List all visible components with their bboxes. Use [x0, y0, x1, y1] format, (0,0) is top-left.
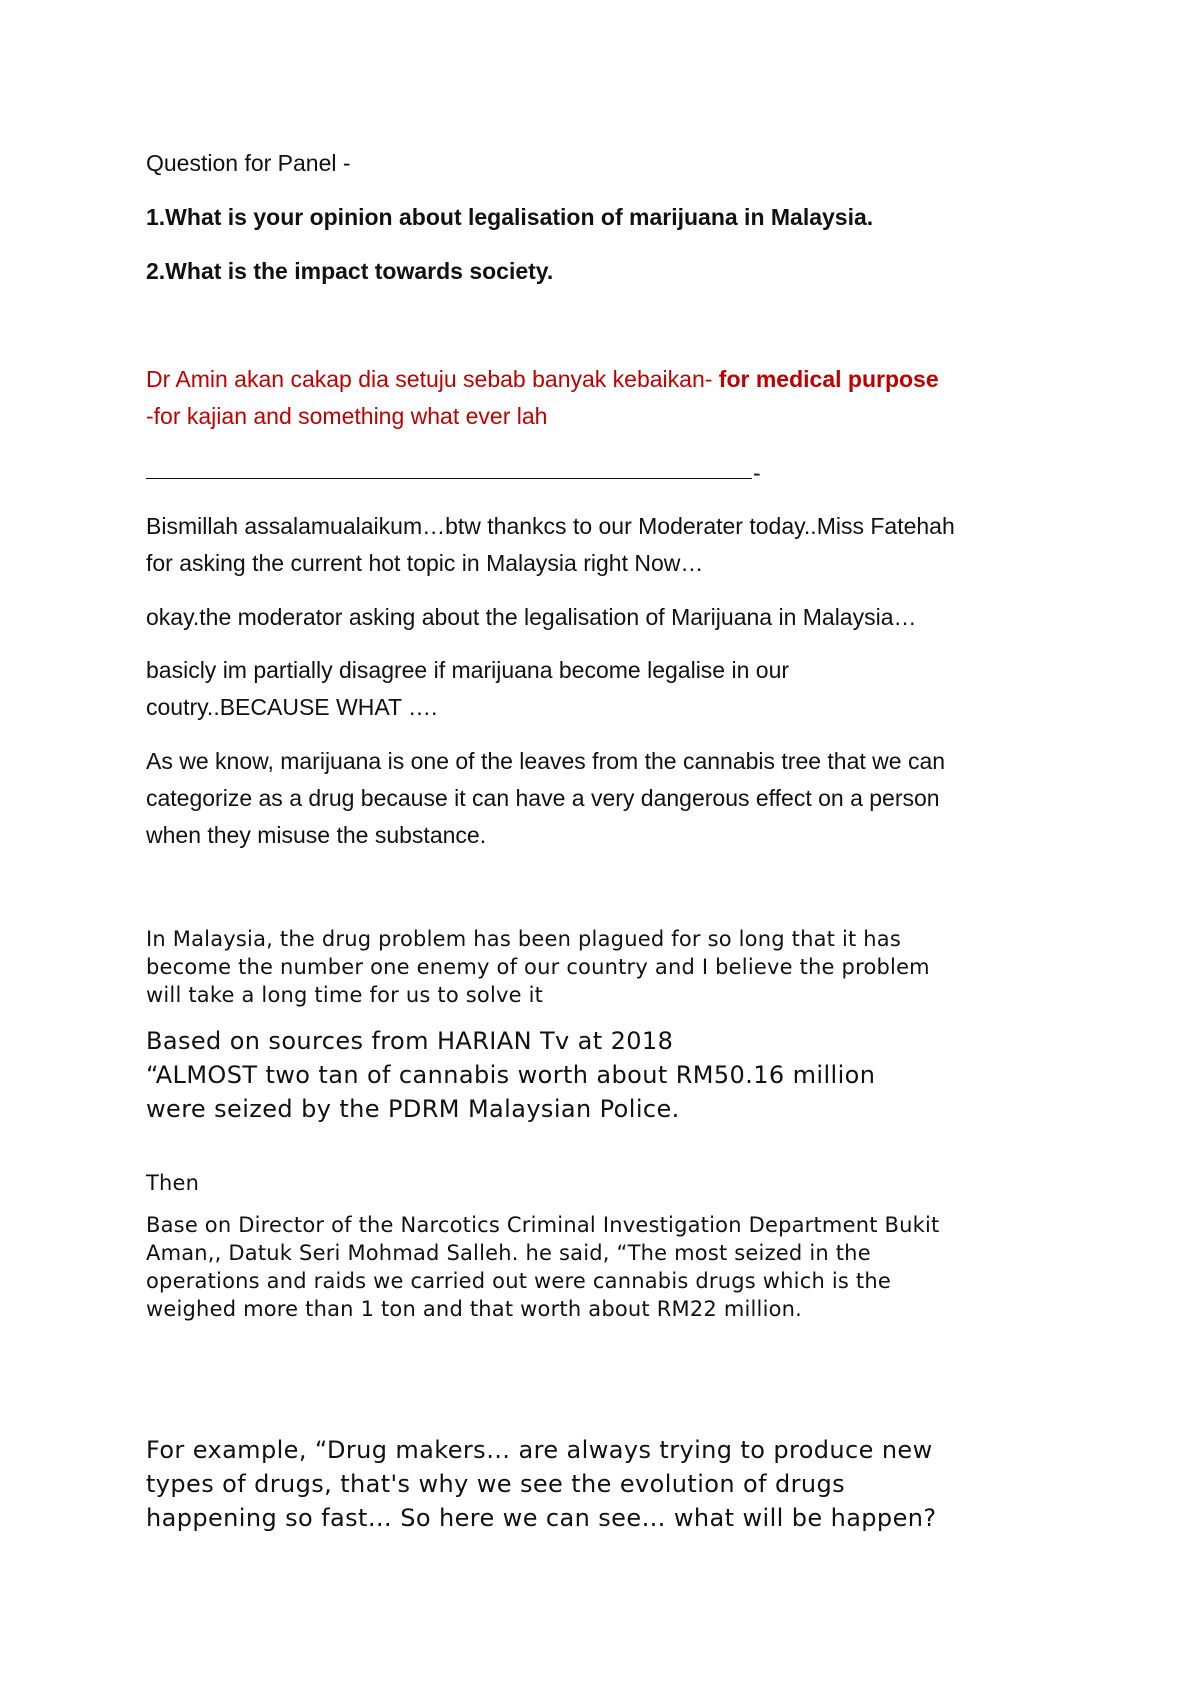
paragraph-sources [146, 1024, 875, 1126]
speaker-note-line-1 [146, 361, 939, 398]
divider-line [146, 478, 752, 479]
paragraph-line: happening so fast… So here we can see… what will be happen? [146, 1504, 937, 1532]
paragraph-line: categorize as a drug because it can have a very dangerous effect on a person [146, 785, 940, 811]
paragraph-line: As we know, marijuana is one of the leaves from the cannabis tree that we can [146, 748, 946, 774]
paragraph-definition [146, 743, 945, 854]
speaker-note-emphasis: for medical purpose [718, 366, 939, 392]
speaker-note-text: Dr Amin akan cakap dia setuju sebab banyak kebaikan- [146, 366, 719, 392]
doc-heading: Question for Panel - [146, 150, 351, 176]
paragraph-stance [146, 652, 789, 726]
paragraph-line: In Malaysia, the drug problem has been plagued for so long that it has [146, 927, 902, 951]
speaker-note-line-2: -for kajian and something what ever lah [146, 403, 548, 429]
divider-dash: - [753, 460, 761, 486]
paragraph-line: become the number one enemy of our country and I believe the problem [146, 955, 930, 979]
paragraph-line: Aman,, Datuk Seri Mohmad Salleh. he said, “The most seized in the [146, 1241, 871, 1265]
paragraph-line: types of drugs, that's why we see the evolution of drugs [146, 1470, 846, 1498]
paragraph-line: “ALMOST two tan of cannabis worth about RM50.16 million [146, 1061, 876, 1089]
question-2: 2.What is the impact towards society. [146, 258, 554, 284]
question-1: 1.What is your opinion about legalisation of marijuana in Malaysia. [146, 204, 874, 230]
paragraph-line: weighed more than 1 ton and that worth about RM22 million. [146, 1297, 803, 1321]
paragraph-line: operations and raids we carried out were cannabis drugs which is the [146, 1269, 891, 1293]
paragraph-line: for asking the current hot topic in Malaysia right Now… [146, 550, 704, 576]
paragraph-line: Base on Director of the Narcotics Criminal Investigation Department Bukit [146, 1213, 940, 1237]
speaker-note [146, 361, 939, 435]
paragraph-line: For example, “Drug makers… are always trying to produce new [146, 1436, 933, 1464]
paragraph-line: basicly im partially disagree if marijuana become legalise in our [146, 657, 790, 683]
paragraph-director [146, 1211, 939, 1323]
paragraph-line: will take a long time for us to solve it [146, 983, 544, 1007]
paragraph-line: when they misuse the substance. [146, 822, 487, 848]
paragraph-line: Bismillah assalamualaikum…btw thankcs to our Moderater today..Miss Fatehah [146, 513, 955, 539]
paragraph-malaysia [146, 925, 930, 1009]
paragraph-opening [146, 508, 955, 582]
paragraph-line: Based on sources from HARIAN Tv at 2018 [146, 1027, 674, 1055]
paragraph-line: were seized by the PDRM Malaysian Police. [146, 1095, 680, 1123]
paragraph-then: Then [146, 1171, 200, 1195]
paragraph-example [146, 1433, 937, 1535]
paragraph-line: coutry..BECAUSE WHAT …. [146, 694, 438, 720]
paragraph-moderator: okay.the moderator asking about the legalisation of Marijuana in Malaysia… [146, 604, 917, 630]
